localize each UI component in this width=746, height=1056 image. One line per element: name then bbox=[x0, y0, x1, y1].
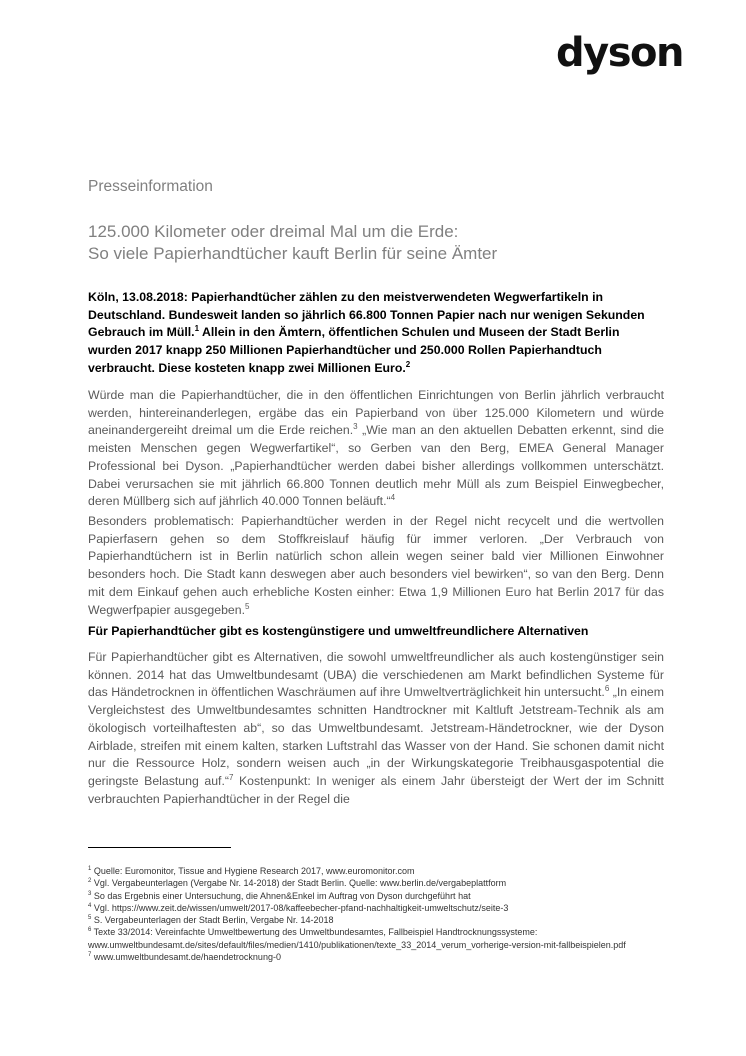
footnote-ref: 1 bbox=[194, 324, 200, 334]
footnotes bbox=[88, 865, 668, 963]
body-paragraph-2 bbox=[88, 513, 664, 619]
headline bbox=[88, 221, 688, 265]
footnote-item bbox=[88, 926, 668, 951]
footnote-text: Vgl. https://www.zeit.de/wissen/umwelt/2017-08/kaffeebecher-pfand-nachhaltigkeit-umweltschutz/seite-3 bbox=[91, 902, 509, 913]
paragraph-text: „In einem Vergleichstest des Umweltbundesamtes schnitten Handtrockner mit Kaltluft Jetstream-Technik als am ökologisch vorteilhaftesten ab“, so das Umweltbundesamt. Jetstream-Händetrockner, wie der Dyson Airblade, streifen mit einem kalten, starken Luftstrahl das Wasser von der Hand. Sie schonen damit nicht nur die Ressource Holz, sondern weisen auch „in der Wirkungskategorie Treibhausgaspotential die geringste Belastung auf.“ bbox=[88, 685, 664, 788]
footnote-text: S. Vergabeunterlagen der Stadt Berlin, Vergabe Nr. 14-2018 bbox=[91, 915, 334, 926]
section-subheading: Für Papierhandtücher gibt es kostengünstigere und umweltfreundlichere Alternativen bbox=[88, 624, 589, 638]
document-type-label: Presseinformation bbox=[88, 178, 213, 195]
footnote-item bbox=[88, 890, 668, 902]
footnote-item bbox=[88, 914, 668, 926]
footnote-ref: 7 bbox=[228, 772, 234, 782]
footnote-number: 2 bbox=[88, 878, 92, 885]
footnote-ref: 5 bbox=[245, 601, 250, 611]
dyson-logo: dyson bbox=[556, 30, 683, 76]
footnote-number: 4 bbox=[88, 902, 92, 909]
footnote-ref: 3 bbox=[353, 422, 358, 432]
footnote-item bbox=[88, 951, 668, 963]
footnote-number: 3 bbox=[88, 890, 92, 897]
paragraph-text: Kostenpunkt: In weniger als einem Jahr übersteigt der Wert der im Schnitt verbrauchten Papierhandtücher in der Regel die bbox=[88, 773, 664, 806]
paragraph-text: „Wie man an den aktuellen Debatten erkennt, sind die meisten Menschen gegen Wegwerfartikel“, so Gerben van den Berg, EMEA General Manager Professional bei Dyson. „Papierhandtücher werden dabei bisher allerdings vollkommen unterschätzt. Dabei verursachen sie mit jährlich 66.800 Tonnen deutlich mehr Müll als zum Beispiel Einwegbecher, deren Müllberg sich auf jährlich 40.000 Tonnen beläuft.“ bbox=[88, 423, 664, 509]
headline-line-1: 125.000 Kilometer oder dreimal Mal um die Erde: bbox=[88, 222, 459, 241]
footnote-item bbox=[88, 865, 668, 877]
footnote-number: 5 bbox=[88, 915, 92, 922]
body-paragraph-1 bbox=[88, 387, 664, 511]
footnote-number: 6 bbox=[88, 927, 92, 934]
footnote-number: 7 bbox=[88, 952, 92, 959]
paragraph-text: Würde man die Papierhandtücher, die in den öffentlichen Einrichtungen von Berlin jährlich verbraucht werden, hintereinanderlegen, ergäbe das ein Papierband von über 125.000 Kilometern und würde aneinandergereiht dreimal um die Erde reichen. bbox=[88, 388, 664, 438]
footnote-text: Texte 33/2014: Vereinfachte Umweltbewertung des Umweltbundesamtes, Fallbeispiel Handtrocknungssysteme: www.umweltbundesamt.de/sites/default/files/medien/1410/publikationen/texte_33_2014_verum_vorherige-version-mit-fallbeispielen.pdf bbox=[88, 927, 626, 950]
headline-line-2: So viele Papierhandtücher kauft Berlin für seine Ämter bbox=[88, 244, 498, 263]
paragraph-text: Für Papierhandtücher gibt es Alternativen, die sowohl umweltfreundlicher als auch kostengünstiger sein können. 2014 hat das Umweltbundesamt (UBA) die verschiedenen am Markt befindlichen Systeme für das Händetrocknen in öffentlichen Waschräumen auf ihre Umweltverträglichkeit hin untersucht. bbox=[88, 650, 664, 700]
footnote-ref: 6 bbox=[604, 684, 610, 694]
footnote-number: 1 bbox=[88, 866, 92, 872]
footnote-text: www.umweltbundesamt.de/haendetrocknung-0 bbox=[91, 952, 281, 963]
lead-text-1: Köln, 13.08.2018: Papierhandtücher zählen zu den meistverwendeten Wegwerfartikeln in Deutschland. Bundesweit landen so jährlich 66.800 Tonnen Papier nach nur wenigen Sekunden Gebrauch im Müll. bbox=[88, 290, 645, 340]
footnote-separator bbox=[88, 847, 231, 848]
footnote-text: So das Ergebnis einer Untersuchung, die Ahnen&Enkel im Auftrag von Dyson durchgeführt hat bbox=[91, 890, 471, 901]
lead-text-2: Allein in den Ämtern, öffentlichen Schulen und Museen der Stadt Berlin wurden 2017 knapp 250 Millionen Papierhandtücher und 250.000 Rollen Papierhandtuch verbraucht. Diese kosteten knapp zwei Millionen Euro. bbox=[88, 325, 620, 375]
footnote-item bbox=[88, 877, 668, 889]
footnote-ref: 2 bbox=[405, 359, 411, 369]
lead-paragraph bbox=[88, 289, 658, 378]
footnote-text: Vgl. Vergabeunterlagen (Vergabe Nr. 14-2018) der Stadt Berlin. Quelle: www.berlin.de/vergabeplattform bbox=[91, 878, 507, 889]
footnote-item bbox=[88, 902, 668, 914]
footnote-ref: 4 bbox=[390, 493, 396, 503]
body-paragraph-3 bbox=[88, 649, 664, 808]
footnote-text: Quelle: Euromonitor, Tissue and Hygiene Research 2017, www.euromonitor.com bbox=[91, 866, 415, 876]
paragraph-text: Besonders problematisch: Papierhandtücher werden in der Regel nicht recycelt und die wertvollen Papierfasern gehen so dem Stoffkreislauf häufig für immer verloren. „Der Verbrauch von Papierhandtüchern ist in Berlin natürlich schon allein wegen seiner bald vier Millionen Einwohner besonders hoch. Die Stadt kann deswegen aber auch besonders viel bewirken“, so van den Berg. Denn mit dem Einkauf gehen auch erhebliche Kosten einher: Etwa 1,9 Millionen Euro hat Berlin 2017 für das Wegwerfpapier ausgegeben. bbox=[88, 514, 664, 617]
